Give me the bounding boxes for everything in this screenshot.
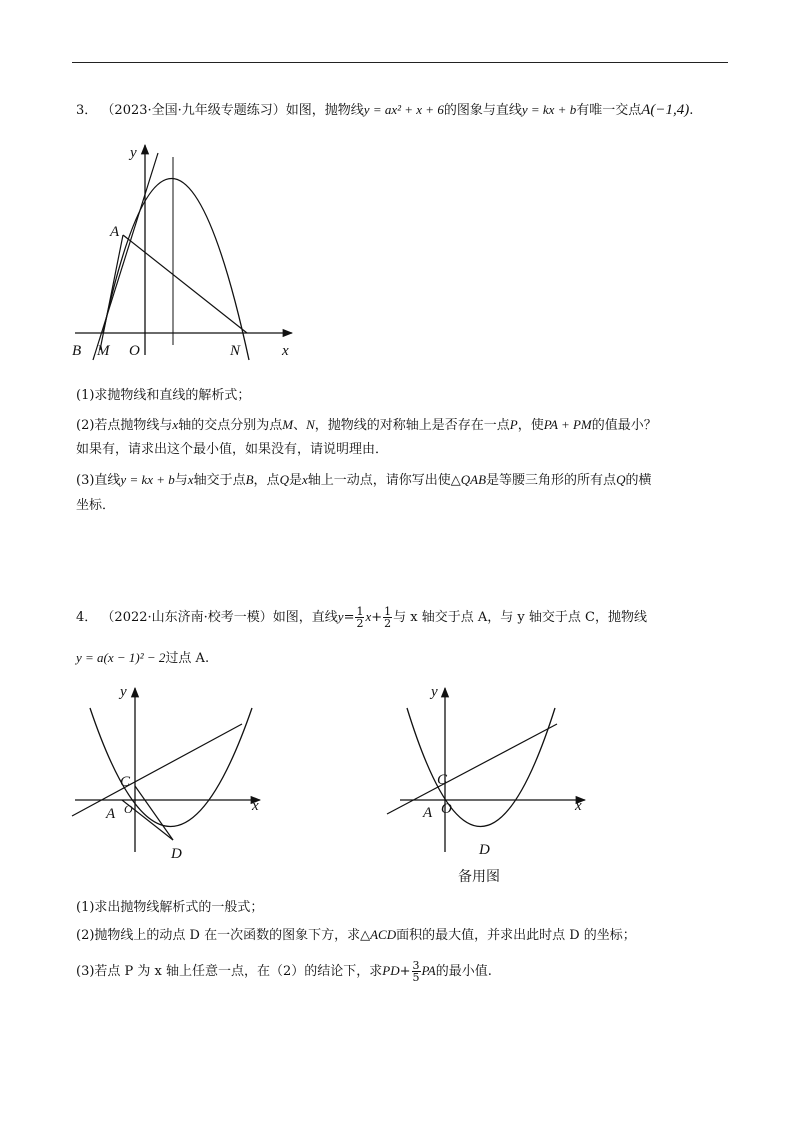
q4-p3-text: (3)若点 P 为 x 轴上任意一点，在（2）的结论下，求 — [76, 964, 383, 979]
q4-spare-label-a: A — [423, 805, 433, 821]
q3-p3-line: y = kx + b — [120, 472, 175, 487]
q3-tangent-line — [93, 153, 158, 360]
q3-figure — [70, 135, 310, 365]
q3-point-a: A(−1,4) — [641, 102, 690, 118]
q3-line-eq: y = kx + b — [521, 102, 577, 117]
q3-p3-text: (3)直线 — [76, 473, 121, 488]
q3-stem-text: 如图，抛物线 — [285, 103, 364, 118]
q3-p3-text-3: 轴交于点 — [193, 473, 246, 488]
q4-spare-caption: 备用图 — [458, 869, 500, 885]
q3-p2-x: x — [172, 417, 179, 432]
q4-stem — [76, 606, 647, 629]
q3-part2-line2: 如果有，请求出这个最小值，如果没有，请说明理由． — [76, 442, 389, 457]
q3-p2-sep: 、 — [293, 418, 307, 433]
q4-line-ac — [72, 724, 242, 816]
q4-eq-plus: + — [371, 610, 383, 625]
q3-label-a: A — [110, 224, 120, 240]
q4-stem-line2 — [76, 648, 209, 669]
q4-part2 — [76, 925, 636, 946]
q4-number: 4． — [76, 610, 98, 625]
q3-p2-m: M — [282, 417, 294, 432]
q3-p3-text-5: 是 — [288, 473, 302, 488]
q3-p3-b: B — [245, 472, 254, 487]
q4-label-o: O — [124, 802, 133, 816]
q3-p3-x2: x — [301, 472, 308, 487]
q3-stem-text-2: 的图象与直线 — [443, 103, 522, 118]
q3-source: （2023·全国·九年级专题练习） — [101, 103, 286, 118]
q3-p2-text-5: 的值最小？ — [591, 418, 657, 433]
q4-segment-cd — [135, 786, 173, 840]
q3-part2 — [76, 415, 657, 436]
q3-part3 — [76, 470, 651, 491]
q3-p2-text-3: ，抛物线的对称轴上是否存在一点 — [314, 418, 510, 433]
q3-stem-text-3: 有唯一交点 — [576, 103, 642, 118]
q3-label-y: y — [130, 145, 137, 161]
q4-label-a: A — [106, 806, 116, 822]
q4-p3-pa: PA — [421, 963, 436, 978]
q3-label-x: x — [282, 343, 289, 359]
q3-label-b: B — [72, 343, 82, 359]
q4-p3-plus: + — [399, 964, 411, 979]
q4-label-y: y — [120, 684, 127, 700]
header-rule — [72, 62, 728, 63]
q4-frac-1 — [355, 606, 364, 629]
q4-label-d: D — [171, 846, 182, 862]
q4-part3 — [76, 960, 492, 983]
q3-p2-text: (2)若点抛物线与 — [76, 418, 173, 433]
q4-spare-label-y: y — [431, 684, 438, 700]
q3-p3-q: Q — [279, 472, 289, 487]
q4-p3-frac-num: 3 — [412, 959, 420, 972]
q3-p2-n: N — [306, 417, 315, 432]
q3-stem — [76, 100, 693, 121]
q4-eq-equals: = — [343, 610, 355, 625]
q4-p2-text: (2)抛物线上的动点 D 在一次函数的图象下方，求 — [76, 928, 361, 943]
q4-p3-text-2: 的最小值. — [435, 964, 492, 979]
q3-p2-p: P — [509, 417, 518, 432]
q3-part1: (1)求抛物线和直线的解析式； — [76, 388, 251, 403]
q3-label-m: M — [97, 343, 110, 359]
q4-frac-2-den: 2 — [384, 617, 392, 630]
q4-eq-y: y — [337, 609, 344, 624]
q3-p2-text-2: 轴的交点分别为点 — [178, 418, 283, 433]
q4-frac-1-den: 2 — [356, 617, 364, 630]
q4-frac-2 — [383, 606, 392, 629]
q3-p3-text-4: ，点 — [253, 473, 280, 488]
q3-p3-triangle: △QAB — [450, 472, 487, 487]
q4-p3-pd: PD — [382, 963, 400, 978]
q3-p3-text-8: 的横 — [625, 473, 652, 488]
q3-p2-text-4: ，使 — [517, 418, 544, 433]
q4-stem-text: 如图，直线 — [272, 610, 338, 625]
q4-stem-text-3: 过点 A. — [165, 651, 210, 666]
q4-spare-label-d: D — [479, 842, 490, 858]
q3-stem-end: . — [689, 103, 694, 118]
q4-parabola-eq: y = a(x − 1)² − 2 — [76, 650, 166, 665]
q3-label-o: O — [129, 343, 140, 359]
q4-spare-label-o: O — [441, 801, 452, 817]
q4-spare-label-x: x — [575, 798, 582, 814]
q3-p3-text-7: 是等腰三角形的所有点 — [486, 473, 617, 488]
q3-p2-expr: PA + PM — [543, 417, 592, 432]
q3-label-n: N — [230, 343, 241, 359]
q3-p3-x: x — [187, 472, 194, 487]
q4-eq-x: x — [365, 609, 372, 624]
q4-p3-frac-den: 5 — [412, 971, 420, 984]
q3-p3-q2: Q — [616, 472, 626, 487]
q3-p3-text-6: 轴上一动点，请你写出使 — [307, 473, 451, 488]
q4-frac-2-num: 1 — [384, 605, 392, 618]
q4-frac-1-num: 1 — [356, 605, 364, 618]
q3-segment-an — [123, 235, 247, 333]
q4-spare-label-c: C — [437, 772, 448, 788]
q3-p3-text-2: 与 — [174, 473, 188, 488]
q4-source: （2022·山东济南·校考一模） — [101, 610, 273, 625]
q4-part1: (1)求出抛物线解析式的一般式； — [76, 900, 264, 915]
q4-figure-main — [70, 680, 270, 860]
q4-label-c: C — [120, 774, 131, 790]
q4-p2-text-2: 面积的最大值，并求出此时点 D 的坐标； — [396, 928, 636, 943]
q3-number: 3． — [76, 103, 98, 118]
q4-figure-spare — [395, 680, 595, 860]
q4-p3-frac — [412, 960, 421, 983]
q4-p2-triangle: △ACD — [360, 927, 397, 942]
q4-stem-text-2: 与 x 轴交于点 A，与 y 轴交于点 C，抛物线 — [393, 610, 647, 625]
q3-part3-line2: 坐标． — [76, 498, 116, 513]
q3-parabola-eq: y = ax² + x + 6 — [363, 102, 444, 117]
q4-label-x: x — [252, 798, 259, 814]
